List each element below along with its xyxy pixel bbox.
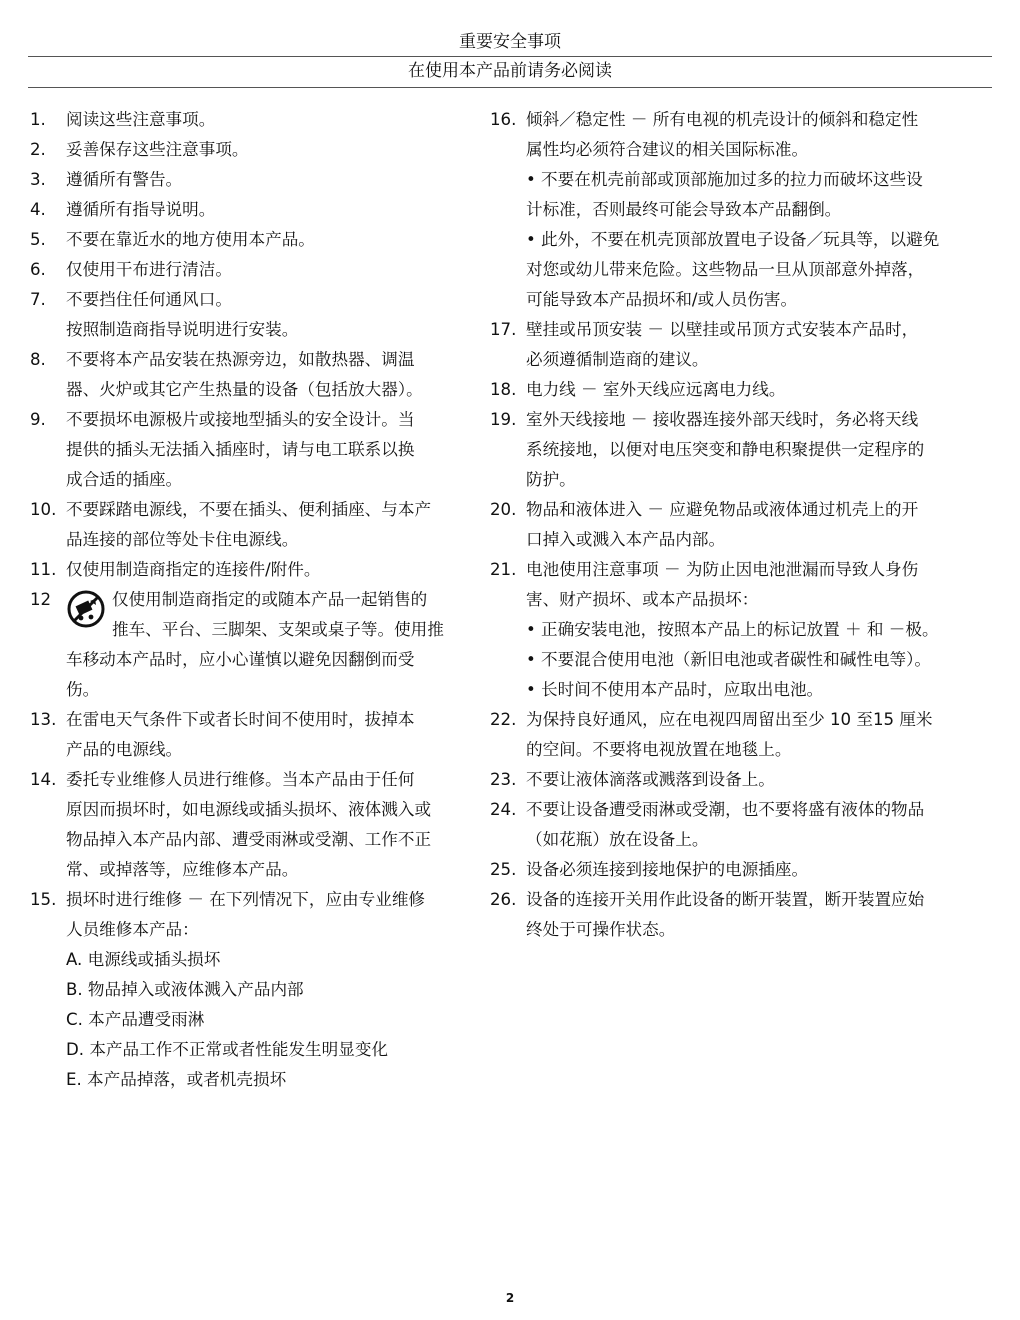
sub-item: 对您或幼儿带来危险。这些物品一旦从顶部意外掉落， <box>526 260 925 279</box>
item-text-line: 仅使用干布进行清洁。 <box>66 260 232 279</box>
sub-item: 计标准，否则最终可能会导致本产品翻倒。 <box>526 200 842 219</box>
list-item <box>30 495 485 555</box>
sub-item: A. 电源线或插头损坏 <box>66 950 221 969</box>
item-number: 12 <box>30 590 52 609</box>
list-item <box>490 405 995 495</box>
item-number: 22. <box>490 710 517 729</box>
item-text-line: 电力线 － 室外天线应远离电力线。 <box>526 380 786 399</box>
item-text-line: 室外天线接地 － 接收器连接外部天线时，务必将天线 <box>526 410 919 429</box>
item-text-line: 电池使用注意事项 － 为防止因电池泄漏而导致人身伤 <box>526 560 919 579</box>
item-number: 1. <box>30 110 46 129</box>
list-item <box>30 225 485 255</box>
item-text-line: 原因而损坏时，如电源线或插头损坏、液体溅入或 <box>66 800 432 819</box>
item-text-line: 成合适的插座。 <box>66 470 183 489</box>
item-text-line: 按照制造商指导说明进行安装。 <box>66 320 299 339</box>
sub-item: B. 物品掉入或液体溅入产品内部 <box>66 980 304 999</box>
item-number: 3. <box>30 170 46 189</box>
item-number: 25. <box>490 860 517 879</box>
list-item <box>30 555 485 585</box>
item-number: 19. <box>490 410 517 429</box>
item-text-line: 委托专业维修人员进行维修。当本产品由于任何 <box>66 770 415 789</box>
item-text-line: 终处于可操作状态。 <box>526 920 676 939</box>
sub-item: C. 本产品遭受雨淋 <box>66 1010 205 1029</box>
item-text-line: 常、或掉落等，应维修本产品。 <box>66 860 299 879</box>
item-number: 7. <box>30 290 46 309</box>
item-text-line: 品连接的部位等处卡住电源线。 <box>66 530 299 549</box>
list-item <box>30 585 485 705</box>
page-subtitle: 在使用本产品前请务必阅读 <box>408 61 612 81</box>
item-number: 24. <box>490 800 517 819</box>
item-text-line: 物品掉入本产品内部、遭受雨淋或受潮、工作不正 <box>66 830 432 849</box>
item-text-line: 不要让设备遭受雨淋或受潮，也不要将盛有液体的物品 <box>526 800 925 819</box>
item-text-line: 车移动本产品时，应小心谨慎以避免因翻倒而受 <box>66 650 415 669</box>
sub-item: • 长时间不使用本产品时，应取出电池。 <box>526 680 824 699</box>
item-number: 17. <box>490 320 517 339</box>
page-title: 重要安全事项 <box>459 32 561 52</box>
item-number: 21. <box>490 560 517 579</box>
item-text-line: 壁挂或吊顶安装 － 以壁挂或吊顶方式安装本产品时， <box>526 320 919 339</box>
list-item <box>30 885 485 1095</box>
item-text-line: 设备的连接开关用作此设备的断开装置，断开装置应始 <box>526 890 925 909</box>
item-text-line: 必须遵循制造商的建议。 <box>526 350 709 369</box>
item-text-line: 遵循所有警告。 <box>66 170 183 189</box>
item-number: 2. <box>30 140 46 159</box>
list-item <box>30 135 485 165</box>
sub-item: • 不要在机壳前部或顶部施加过多的拉力而破坏这些设 <box>526 170 923 189</box>
page-number: 2 <box>505 1291 515 1305</box>
item-text-line: 伤。 <box>66 680 100 699</box>
item-text-line: 产品的电源线。 <box>66 740 183 759</box>
item-number: 16. <box>490 110 517 129</box>
item-text-line: 器、火炉或其它产生热量的设备（包括放大器）。 <box>66 380 423 399</box>
item-text-line: 物品和液体进入 － 应避免物品或液体通过机壳上的开 <box>526 500 919 519</box>
item-number: 10. <box>30 500 57 519</box>
item-text-line: 遵循所有指导说明。 <box>66 200 216 219</box>
item-text-line: 不要将本产品安装在热源旁边，如散热器、调温 <box>66 350 415 369</box>
item-text-line: 不要损坏电源极片或接地型插头的安全设计。当 <box>66 410 415 429</box>
right-column <box>490 105 995 945</box>
item-text-line: 防护。 <box>526 470 576 489</box>
sub-item: • 正确安装电池，按照本产品上的标记放置 ＋ 和 －极。 <box>526 620 939 639</box>
item-text-line: 设备必须连接到接地保护的电源插座。 <box>526 860 809 879</box>
list-item <box>490 705 995 765</box>
item-text-line: 推车、平台、三脚架、支架或桌子等。使用推 <box>112 620 444 639</box>
sub-item: E. 本产品掉落，或者机壳损坏 <box>66 1070 287 1089</box>
item-number: 6. <box>30 260 46 279</box>
item-text-line: （如花瓶）放在设备上。 <box>526 830 709 849</box>
list-item <box>490 105 995 315</box>
item-text-line: 妥善保存这些注意事项。 <box>66 140 249 159</box>
left-column <box>30 105 485 1095</box>
list-item <box>490 555 995 705</box>
list-item <box>490 315 995 375</box>
sub-item: • 此外，不要在机壳顶部放置电子设备／玩具等，以避免 <box>526 230 940 249</box>
item-number: 13. <box>30 710 57 729</box>
list-item <box>30 285 485 345</box>
subtitle-divider <box>28 87 992 88</box>
list-item <box>30 195 485 225</box>
item-number: 5. <box>30 230 46 249</box>
list-item <box>30 765 485 885</box>
item-text-line: 损坏时进行维修 － 在下列情况下，应由专业维修 <box>66 890 426 909</box>
cart-tip-over-warning-icon <box>66 589 106 629</box>
item-text-line: 不要让液体滴落或溅落到设备上。 <box>526 770 775 789</box>
item-text-line: 倾斜／稳定性 － 所有电视的机壳设计的倾斜和稳定性 <box>526 110 919 129</box>
list-item <box>30 705 485 765</box>
item-text-line: 属性均必须符合建议的相关国际标准。 <box>526 140 809 159</box>
item-number: 15. <box>30 890 57 909</box>
item-text-line: 为保持良好通风，应在电视四周留出至少 10 至15 厘米 <box>526 710 933 729</box>
item-number: 8. <box>30 350 46 369</box>
item-number: 11. <box>30 560 57 579</box>
item-text-line: 不要在靠近水的地方使用本产品。 <box>66 230 315 249</box>
sub-item: D. 本产品工作不正常或者性能发生明显变化 <box>66 1040 389 1059</box>
item-number: 14. <box>30 770 57 789</box>
sub-item: 可能导致本产品损坏和/或人员伤害。 <box>526 290 798 309</box>
list-item <box>490 765 995 795</box>
item-text-line: 人员维修本产品： <box>66 920 199 939</box>
item-text-line: 不要踩踏电源线，不要在插头、便利插座、与本产 <box>66 500 432 519</box>
list-item <box>30 255 485 285</box>
item-text-line: 提供的插头无法插入插座时，请与电工联系以换 <box>66 440 415 459</box>
item-text-line: 的空间。不要将电视放置在地毯上。 <box>526 740 792 759</box>
item-text-line: 害、财产损坏、或本产品损坏： <box>526 590 759 609</box>
list-item <box>30 165 485 195</box>
item-text-line: 在雷电天气条件下或者长时间不使用时，拔掉本 <box>66 710 415 729</box>
item-number: 9. <box>30 410 46 429</box>
item-text-line: 阅读这些注意事项。 <box>66 110 216 129</box>
item-number: 23. <box>490 770 517 789</box>
sub-item: • 不要混合使用电池（新旧电池或者碳性和碱性电等）。 <box>526 650 932 669</box>
item-number: 18. <box>490 380 517 399</box>
list-item <box>490 795 995 855</box>
item-text-line: 口掉入或溅入本产品内部。 <box>526 530 726 549</box>
list-item <box>490 375 995 405</box>
item-text-line: 系统接地，以便对电压突变和静电积聚提供一定程序的 <box>526 440 925 459</box>
list-item <box>490 885 995 945</box>
list-item <box>30 405 485 495</box>
list-item <box>30 345 485 405</box>
list-item <box>30 105 485 135</box>
item-number: 4. <box>30 200 46 219</box>
item-text-line: 仅使用制造商指定的连接件/附件。 <box>66 560 321 579</box>
item-text-line: 不要挡住任何通风口。 <box>66 290 232 309</box>
document-header <box>28 30 992 88</box>
list-item <box>490 495 995 555</box>
item-number: 26. <box>490 890 517 909</box>
list-item <box>490 855 995 885</box>
item-text-line: 仅使用制造商指定的或随本产品一起销售的 <box>112 590 428 609</box>
item-number: 20. <box>490 500 517 519</box>
